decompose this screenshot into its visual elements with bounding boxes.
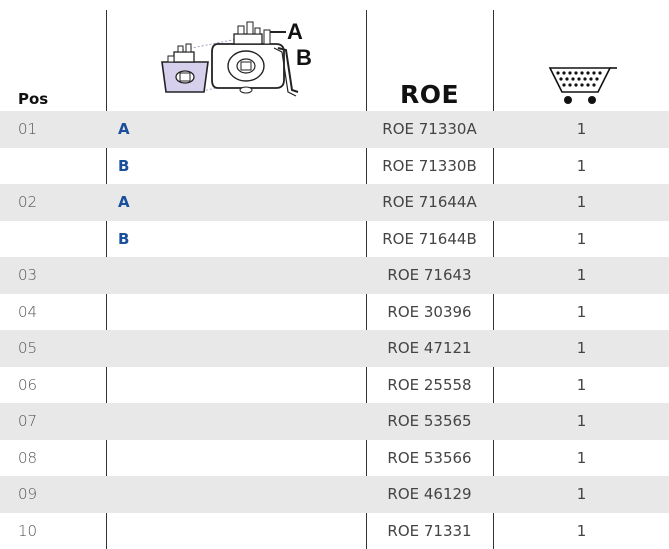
table-row	[0, 257, 669, 294]
roe-cell: ROE 71644B	[382, 229, 477, 248]
qty-cell: 1	[576, 521, 587, 540]
diagram-label-a: A	[287, 19, 303, 44]
pos-cell: 01	[18, 120, 38, 139]
roe-cell: ROE 25558	[387, 375, 472, 394]
variant-cell: A	[118, 193, 130, 212]
table-row	[0, 330, 669, 367]
diagram-label-b: B	[296, 45, 312, 70]
roe-cell: ROE 53566	[387, 448, 472, 467]
roe-cell: ROE 71330B	[382, 156, 477, 175]
qty-cell: 1	[576, 193, 587, 212]
table-row	[0, 513, 669, 549]
qty-cell: 1	[576, 485, 587, 504]
table-row	[0, 294, 669, 331]
variant-cell: A	[118, 120, 130, 139]
roe-cell: ROE 71644A	[382, 193, 477, 212]
pos-cell: 10	[18, 521, 38, 540]
qty-cell: 1	[576, 339, 587, 358]
roe-cell: ROE 71331	[387, 521, 472, 540]
table-row	[0, 184, 669, 221]
qty-cell: 1	[576, 375, 587, 394]
variant-cell: B	[118, 229, 130, 248]
pos-cell: 07	[18, 412, 38, 431]
pos-cell: 09	[18, 485, 38, 504]
table-row	[0, 476, 669, 513]
variant-cell: B	[118, 156, 130, 175]
table-row	[0, 111, 669, 148]
qty-cell: 1	[576, 120, 587, 139]
roe-cell: ROE 53565	[387, 412, 472, 431]
roe-cell: ROE 30396	[387, 302, 472, 321]
table-row	[0, 403, 669, 440]
pos-cell: 02	[18, 193, 38, 212]
roe-cell: ROE 47121	[387, 339, 472, 358]
shopping-cart-icon	[546, 64, 618, 106]
qty-cell: 1	[576, 302, 587, 321]
parts-table	[0, 111, 669, 549]
horn-assembly-diagram-icon	[150, 10, 320, 100]
qty-cell: 1	[576, 448, 587, 467]
qty-cell: 1	[576, 266, 587, 285]
qty-cell: 1	[576, 156, 587, 175]
pos-cell: 04	[18, 302, 38, 321]
roe-cell: ROE 71643	[387, 266, 472, 285]
pos-header: Pos	[18, 90, 49, 108]
qty-cell: 1	[576, 412, 587, 431]
table-row	[0, 221, 669, 258]
roe-header: ROE	[400, 80, 460, 109]
table-row	[0, 148, 669, 185]
pos-cell: 05	[18, 339, 38, 358]
roe-cell: ROE 71330A	[382, 120, 477, 139]
roe-cell: ROE 46129	[387, 485, 472, 504]
table-row	[0, 440, 669, 477]
pos-cell: 03	[18, 266, 38, 285]
qty-cell: 1	[576, 229, 587, 248]
pos-cell: 06	[18, 375, 38, 394]
table-row	[0, 367, 669, 404]
pos-cell: 08	[18, 448, 38, 467]
